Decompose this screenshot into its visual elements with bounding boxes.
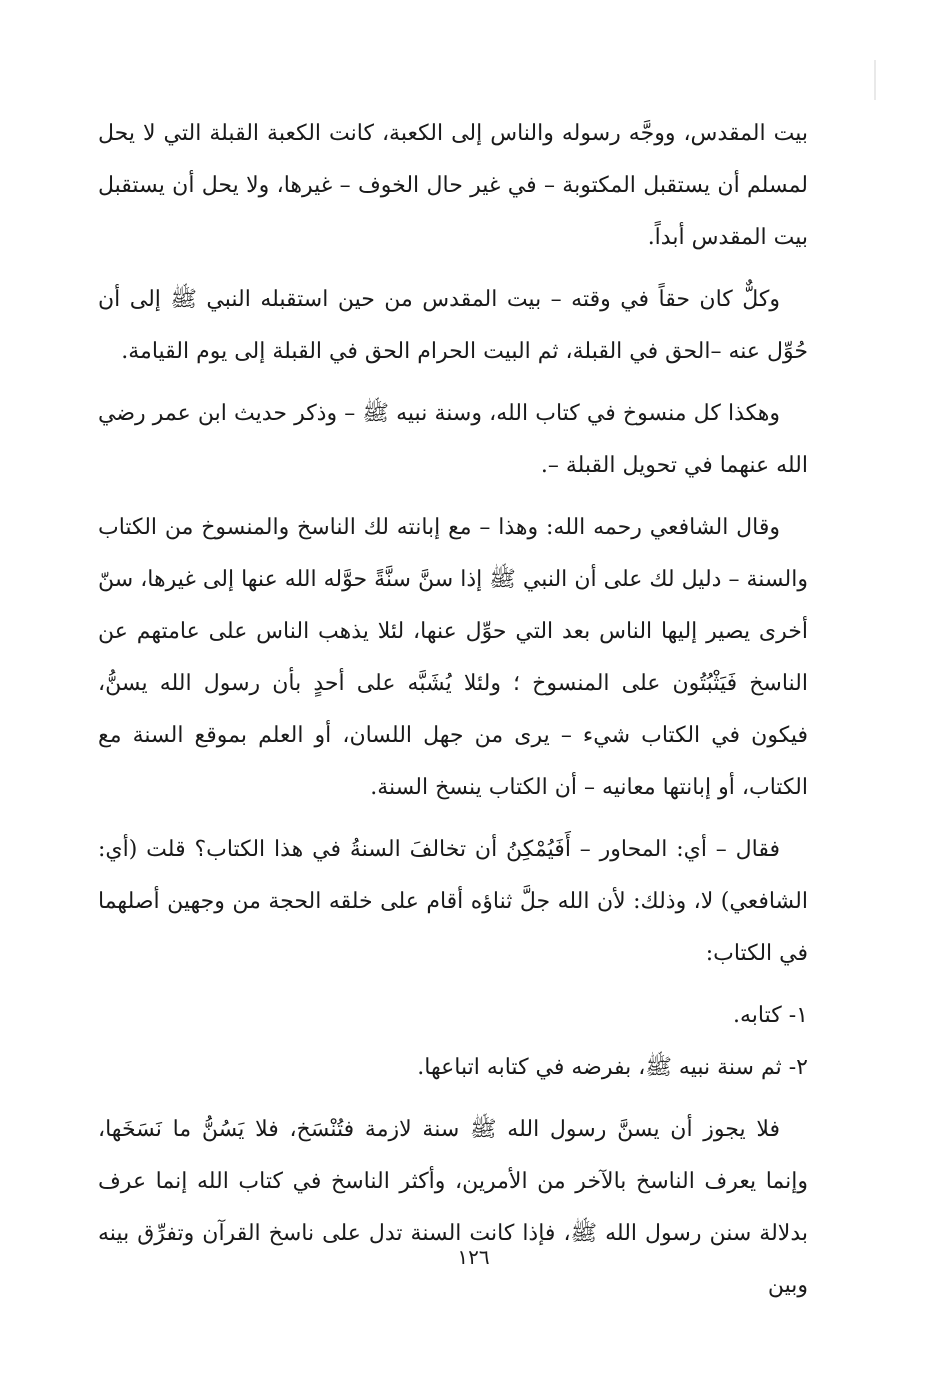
paragraph-5: فقال – أي: المحاور – أَفَيُمْكِنُ أن تخالفَ السنةُ في هذا الكتاب؟ قلت (أي: الشافعي) لا، وذلك: لأن الله جلَّ ثناؤه أقام على خلقه الحجة من وجهين أصلهما في الكتاب: <box>98 837 808 966</box>
paragraph-3: وهكذا كل منسوخ في كتاب الله، وسنة نبيه ﷺ – وذكر حديث ابن عمر رضي الله عنهما في تحويل القبلة –. <box>98 401 808 478</box>
margin-mark <box>874 60 876 100</box>
paragraph-2: وكلٌّ كان حقاً في وقته – بيت المقدس من حين استقبله النبي ﷺ إلى أن حُوِّل عنه –الحق في القبلة، ثم البيت الحرام الحق في القبلة إلى يوم القيامة. <box>98 287 808 364</box>
paragraph-4: وقال الشافعي رحمه الله: وهذا – مع إبانته لك الناسخ والمنسوخ من الكتاب والسنة – دليل لك على أن النبي ﷺ إذا سنَّ سنَّةً حوَّله الله عنها إلى غيرها، سنّ أخرى يصير إليها الناس بعد التي حوِّل عنها، لئلا يذهب الناس على عامتهم عن الناسخ فَيَثْبُتُون على المنسوخ ؛ ولئلا يُشَبَّه على أحدٍ بأن رسول الله يسنُّ، فيكون في الكتاب شيء – يرى من جهل اللسان، أو العلم بموقع السنة مع الكتاب، أو إبانتها معانيه – أن الكتاب ينسخ السنة. <box>98 515 808 800</box>
list-item: ١- كتابه. <box>733 1003 808 1028</box>
paragraph-6: فلا يجوز أن يسنَّ رسول الله ﷺ سنة لازمة فتُنْسَخ، فلا يَسُنُّ ما نَسَخَها، وإنما يعرف الناسخ بالآخر من الأمرين، وأكثر الناسخ في كتاب الله إنما عرف بدلالة سنن رسول الله ﷺ، فإذا كانت السنة تدل على ناسخ القرآن وتفرِّق بينه وبين <box>98 1117 808 1298</box>
list-item: ٢- ثم سنة نبيه ﷺ، بفرضه في كتابه اتباعها. <box>417 1055 808 1080</box>
body-text <box>98 108 808 1322</box>
paragraph-1: بيت المقدس، ووجَّه رسوله والناس إلى الكعبة، كانت الكعبة القبلة التي لا يحل لمسلم أن يستقبل المكتوبة – في غير حال الخوف – غيرها، ولا يحل أن يستقبل بيت المقدس أبداً. <box>98 121 808 250</box>
page-number: ١٢٦ <box>457 1245 490 1269</box>
numbered-list <box>98 990 808 1094</box>
